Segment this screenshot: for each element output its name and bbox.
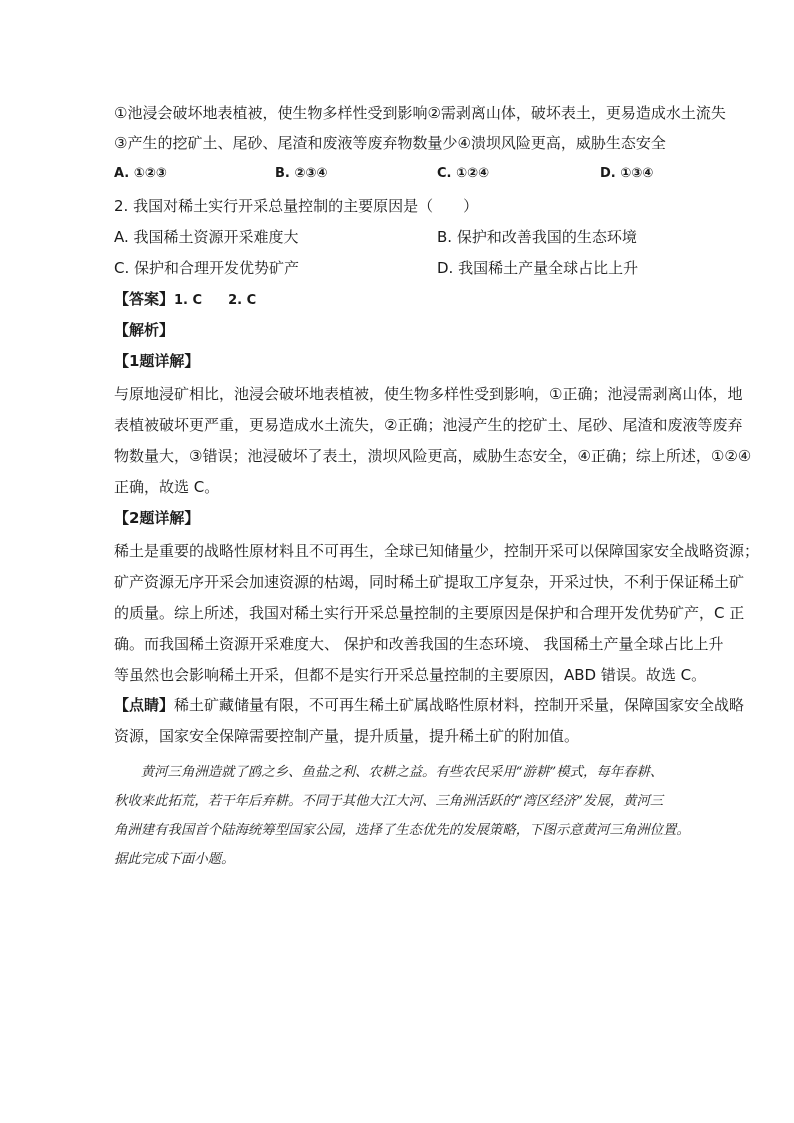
detail1-line: 物数量大，③错误；池浸破坏了表土，溃坝风险更高，威胁生态安全，④正确；综上所述，①②④: [114, 447, 752, 465]
detail2-line: 等虽然也会影响稀土开采，但都不是实行开采总量控制的主要原因，ABD 错误。故选 C。: [114, 666, 707, 684]
comment-line-1: [114, 690, 745, 721]
q2-stem: 2. 我国对稀土实行开采总量控制的主要原因是（ ）: [114, 197, 479, 215]
detail1-heading: 【1题详解】: [114, 352, 200, 370]
answer-line: [114, 289, 256, 311]
answer-label: 【答案】: [114, 290, 175, 308]
q2-option-b: B. 保护和改善我国的生态环境: [437, 228, 637, 246]
comment-text-1: 稀土矿藏储量有限，不可再生稀土矿属战略性原材料，控制开采量，保障国家安全战略: [174, 696, 745, 714]
detail2-line: 矿产资源无序开采会加速资源的枯竭，同时稀土矿提取工序复杂，开采过快，不利于保证稀土矿: [114, 573, 745, 591]
passage-line: 据此完成下面小题。: [114, 852, 235, 867]
analysis-heading: 【解析】: [114, 321, 175, 339]
q1-option-a: A. ①②③: [114, 166, 167, 181]
q2-option-c: C. 保护和合理开发优势矿产: [114, 259, 300, 277]
q1-option-d: D. ①③④: [600, 166, 654, 181]
detail2-heading: 【2题详解】: [114, 509, 200, 527]
detail1-line: 表植被破坏更严重，更易造成水土流失，②正确；池浸产生的挖矿土、尾砂、尾渣和废液等废弃: [114, 416, 743, 434]
option-statements-line-2: ③产生的挖矿土、尾砂、尾渣和废液等废弃物数量少④溃坝风险更高，威胁生态安全: [114, 134, 666, 152]
detail2-body: [114, 536, 760, 691]
q1-option-b: B. ②③④: [275, 166, 328, 181]
q1-option-c: C. ①②④: [437, 166, 490, 181]
answer-text: 1. C 2. C: [174, 293, 257, 308]
comment-line-2: 资源，国家安全保障需要控制产量，提升质量，提升稀土矿的附加值。: [114, 727, 580, 745]
comment-body: [114, 690, 745, 752]
reading-passage: [114, 758, 714, 874]
detail2-line: 确。而我国稀土资源开采难度大、 保护和改善我国的生态环境、 我国稀土产量全球占比上升: [114, 635, 724, 653]
q2-option-d: D. 我国稀土产量全球占比上升: [437, 259, 639, 277]
detail1-body: [114, 379, 752, 503]
q2-option-a: A. 我国稀土资源开采难度大: [114, 228, 299, 246]
passage-line: 角洲建有我国首个陆海统筹型国家公园，选择了生态优先的发展策略，下图示意黄河三角洲位置。: [114, 823, 690, 838]
detail2-line: 稀土是重要的战略性原材料且不可再生，全球已知储量少，控制开采可以保障国家安全战略资源；: [114, 542, 760, 560]
passage-line: 秋收来此拓荒，若干年后弃耕。不同于其他大江大河、三角洲活跃的“湾区经济”发展，黄河三: [114, 794, 664, 809]
option-statements-line-1: ①池浸会破坏地表植被，使生物多样性受到影响②需剥离山体，破坏表土，更易造成水土流失: [114, 104, 726, 122]
detail1-line: 与原地浸矿相比，池浸会破坏地表植被，使生物多样性受到影响，①正确；池浸需剥离山体，地: [114, 385, 743, 403]
passage-line: 黄河三角洲造就了鸥之乡、鱼盐之利、农耕之益。有些农民采用“游耕”模式，每年春耕、: [114, 765, 664, 780]
comment-label: 【点睛】: [114, 696, 175, 714]
detail2-line: 的质量。综上所述，我国对稀土实行开采总量控制的主要原因是保护和合理开发优势矿产，C 正: [114, 604, 745, 622]
detail1-line: 正确，故选 C。: [114, 478, 220, 496]
